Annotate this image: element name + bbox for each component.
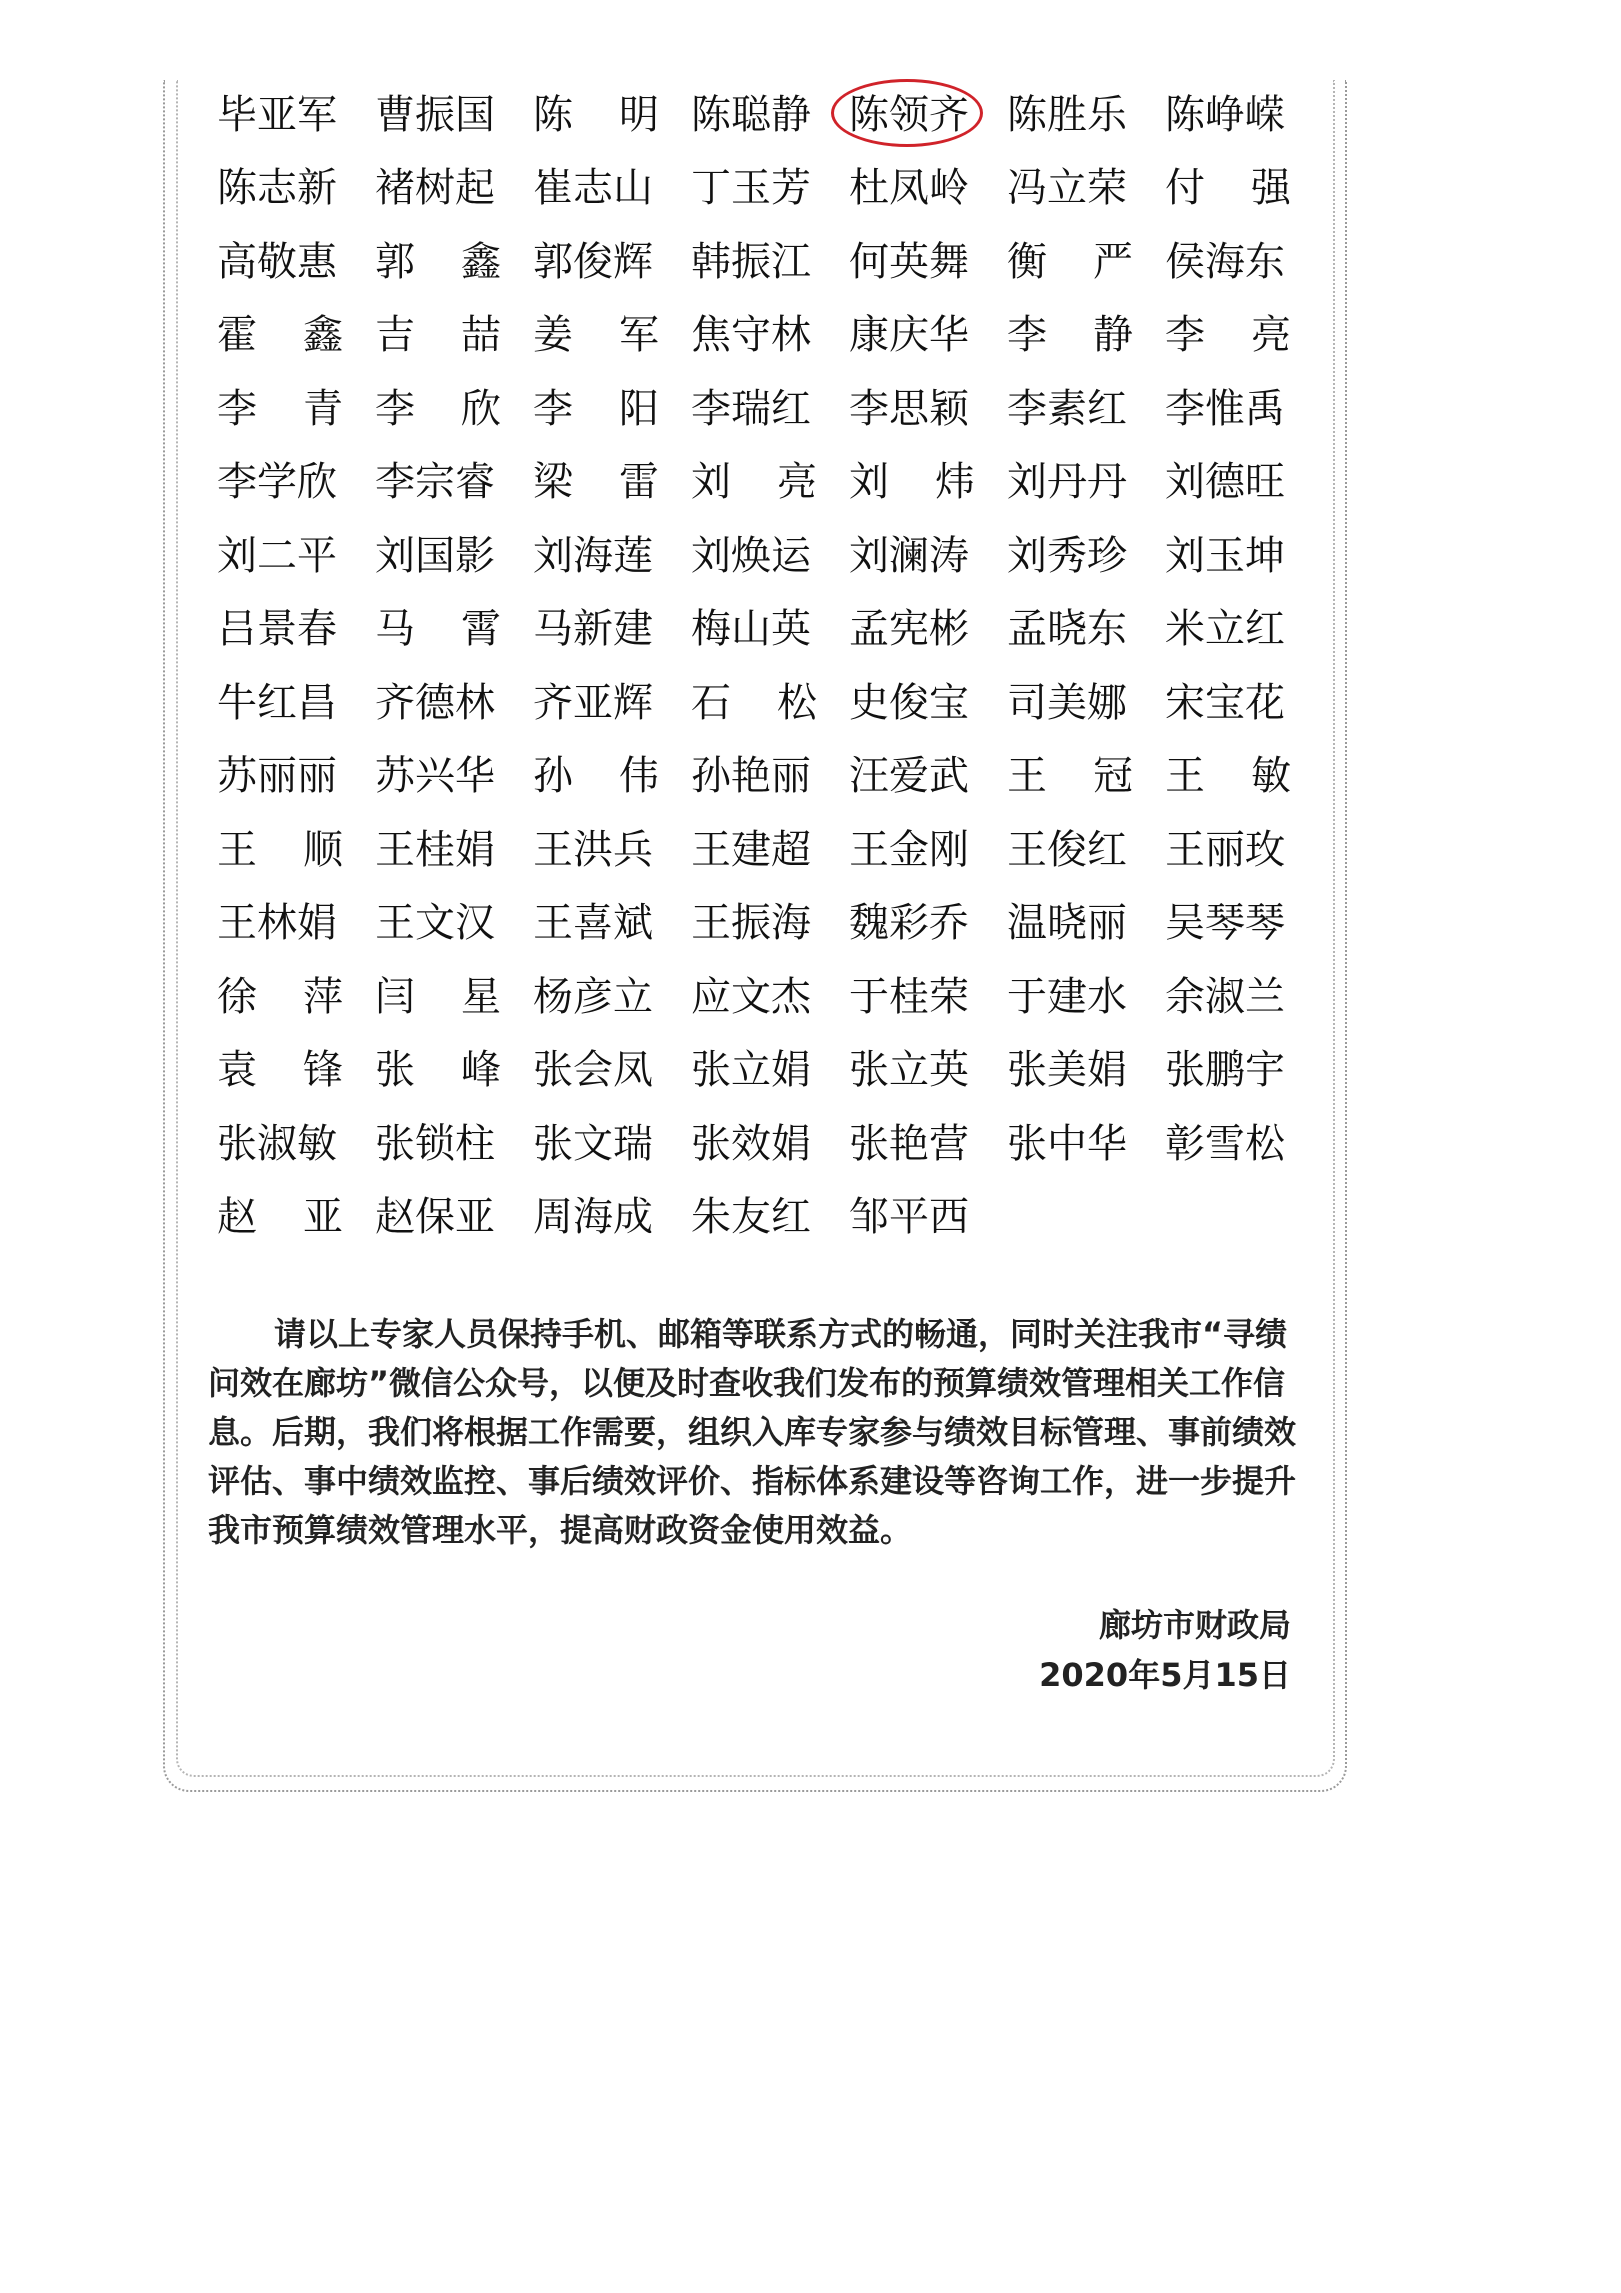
expert-name: 李静 xyxy=(1007,312,1179,359)
name-row xyxy=(217,666,1327,740)
expert-name: 何英舞 xyxy=(849,238,969,285)
expert-name: 温晓丽 xyxy=(1007,900,1127,947)
expert-name: 刘澜涛 xyxy=(849,532,969,579)
expert-name: 刘炜 xyxy=(849,459,1021,506)
expert-name: 米立红 xyxy=(1165,606,1285,653)
expert-name: 韩振江 xyxy=(691,238,811,285)
expert-name: 陈明 xyxy=(533,91,705,138)
expert-name: 周海成 xyxy=(533,1194,653,1241)
expert-name: 曹振国 xyxy=(375,91,495,138)
expert-name: 衡严 xyxy=(1007,238,1179,285)
expert-name: 刘玉坤 xyxy=(1165,532,1285,579)
expert-name: 杨彦立 xyxy=(533,973,653,1020)
issue-date: 2020年5月15日 xyxy=(1039,1656,1291,1694)
expert-name: 张鹏宇 xyxy=(1165,1047,1285,1094)
expert-name: 孟宪彬 xyxy=(849,606,969,653)
name-row xyxy=(217,299,1337,373)
expert-name: 应文杰 xyxy=(691,973,811,1020)
expert-name: 崔志山 xyxy=(533,165,653,212)
expert-name: 王金刚 xyxy=(849,826,969,873)
name-row xyxy=(217,225,1327,299)
name-row xyxy=(217,887,1327,961)
name-row xyxy=(217,78,1327,152)
expert-name: 李思颖 xyxy=(849,385,969,432)
expert-name: 张会凤 xyxy=(533,1047,653,1094)
expert-name: 杜凤岭 xyxy=(849,165,969,212)
expert-name: 朱友红 xyxy=(691,1194,811,1241)
expert-name: 李瑞红 xyxy=(691,385,811,432)
expert-name: 余淑兰 xyxy=(1165,973,1285,1020)
name-row xyxy=(217,813,1327,887)
expert-name: 马新建 xyxy=(533,606,653,653)
expert-name: 褚树起 xyxy=(375,165,495,212)
expert-name: 侯海东 xyxy=(1165,238,1285,285)
expert-name: 梅山英 xyxy=(691,606,811,653)
expert-name: 王洪兵 xyxy=(533,826,653,873)
expert-name: 李素红 xyxy=(1007,385,1127,432)
expert-name: 吴琴琴 xyxy=(1165,900,1285,947)
expert-name: 刘焕运 xyxy=(691,532,811,579)
expert-name: 赵亚 xyxy=(217,1194,389,1241)
expert-name: 张文瑞 xyxy=(533,1120,653,1167)
expert-name: 王桂娟 xyxy=(375,826,495,873)
expert-name: 康庆华 xyxy=(849,312,969,359)
expert-name: 孙伟 xyxy=(533,753,705,800)
expert-name-list xyxy=(217,78,1337,1254)
expert-name: 邹平西 xyxy=(849,1194,969,1241)
expert-name: 徐萍 xyxy=(217,973,389,1020)
expert-name: 史俊宝 xyxy=(849,679,969,726)
notice-text: 请以上专家人员保持手机、邮箱等联系方式的畅通，同时关注我市“寻绩问效在廊坊”微信公众号，以便及时查收我们发布的预算绩效管理相关工作信息。后期，我们将根据工作需要，组织入库专家参与绩效目标管理、事前绩效评估、事中绩效监控、事后绩效评价、指标体系建设等咨询工作，进一步提升我市预算绩效管理水平，提高财政资金使用效益。 xyxy=(208,1315,1297,1549)
expert-name: 张美娟 xyxy=(1007,1047,1127,1094)
expert-name: 刘丹丹 xyxy=(1007,459,1127,506)
expert-name: 彰雪松 xyxy=(1165,1120,1285,1167)
expert-name: 王冠 xyxy=(1007,753,1179,800)
expert-name: 马霄 xyxy=(375,606,547,653)
expert-name: 王建超 xyxy=(691,826,811,873)
expert-name: 张中华 xyxy=(1007,1120,1127,1167)
expert-name: 高敬惠 xyxy=(217,238,337,285)
expert-name: 陈胜乐 xyxy=(1007,91,1127,138)
expert-name: 刘亮 xyxy=(691,459,863,506)
expert-name: 梁雷 xyxy=(533,459,705,506)
name-row xyxy=(217,740,1337,814)
expert-name: 牛红昌 xyxy=(217,679,337,726)
expert-name: 苏兴华 xyxy=(375,753,495,800)
expert-name: 汪爱武 xyxy=(849,753,969,800)
expert-name: 吉喆 xyxy=(375,312,547,359)
expert-name: 王顺 xyxy=(217,826,389,873)
name-row xyxy=(217,960,1327,1034)
expert-name: 张立娟 xyxy=(691,1047,811,1094)
name-row xyxy=(217,152,1337,226)
expert-name: 刘国影 xyxy=(375,532,495,579)
name-row xyxy=(217,372,1327,446)
expert-name: 王敏 xyxy=(1165,753,1337,800)
expert-name: 张峰 xyxy=(375,1047,547,1094)
expert-name: 王丽玫 xyxy=(1165,826,1285,873)
expert-name: 王文汉 xyxy=(375,900,495,947)
notice-paragraph xyxy=(208,1310,1308,1555)
expert-name: 李惟禹 xyxy=(1165,385,1285,432)
expert-name: 张淑敏 xyxy=(217,1120,337,1167)
name-row xyxy=(217,1181,1327,1255)
name-row xyxy=(217,1034,1327,1108)
expert-name: 张艳营 xyxy=(849,1120,969,1167)
expert-name: 张效娟 xyxy=(691,1120,811,1167)
expert-name: 苏丽丽 xyxy=(217,753,337,800)
expert-name: 石松 xyxy=(691,679,863,726)
expert-name: 陈峥嵘 xyxy=(1165,91,1285,138)
expert-name: 焦守林 xyxy=(691,312,811,359)
expert-name: 于建水 xyxy=(1007,973,1127,1020)
expert-name: 李阳 xyxy=(533,385,705,432)
expert-name: 孙艳丽 xyxy=(691,753,811,800)
expert-name: 刘德旺 xyxy=(1165,459,1285,506)
name-row xyxy=(217,593,1327,667)
expert-name: 张锁柱 xyxy=(375,1120,495,1167)
expert-name: 王林娟 xyxy=(217,900,337,947)
expert-name: 丁玉芳 xyxy=(691,165,811,212)
expert-name: 王喜斌 xyxy=(533,900,653,947)
expert-name: 王振海 xyxy=(691,900,811,947)
expert-name: 李宗睿 xyxy=(375,459,495,506)
expert-name: 于桂荣 xyxy=(849,973,969,1020)
name-row xyxy=(217,519,1327,593)
expert-name: 司美娜 xyxy=(1007,679,1127,726)
expert-name: 李青 xyxy=(217,385,389,432)
issuing-organization: 廊坊市财政局 xyxy=(1098,1606,1291,1644)
expert-name: 刘秀珍 xyxy=(1007,532,1127,579)
expert-name: 陈聪静 xyxy=(691,91,811,138)
expert-name: 李亮 xyxy=(1165,312,1337,359)
signature-block xyxy=(1039,1600,1291,1700)
expert-name: 袁锋 xyxy=(217,1047,389,1094)
expert-name: 闫星 xyxy=(375,973,547,1020)
expert-name: 吕景春 xyxy=(217,606,337,653)
expert-name: 霍鑫 xyxy=(217,312,389,359)
expert-name: 张立英 xyxy=(849,1047,969,1094)
expert-name: 付强 xyxy=(1165,165,1337,212)
highlighted-name: 陈领齐 xyxy=(849,95,1007,135)
expert-name: 刘海莲 xyxy=(533,532,653,579)
name-row xyxy=(217,1107,1327,1181)
expert-name: 王俊红 xyxy=(1007,826,1127,873)
expert-name: 魏彩乔 xyxy=(849,900,969,947)
expert-name: 李学欣 xyxy=(217,459,337,506)
expert-name: 赵保亚 xyxy=(375,1194,495,1241)
expert-name: 冯立荣 xyxy=(1007,165,1127,212)
expert-name: 刘二平 xyxy=(217,532,337,579)
name-row xyxy=(217,446,1327,520)
expert-name: 宋宝花 xyxy=(1165,679,1285,726)
expert-name: 郭鑫 xyxy=(375,238,547,285)
expert-name: 齐亚辉 xyxy=(533,679,653,726)
expert-name: 郭俊辉 xyxy=(533,238,653,285)
expert-name: 陈志新 xyxy=(217,165,337,212)
expert-name: 姜军 xyxy=(533,312,705,359)
expert-name: 李欣 xyxy=(375,385,547,432)
expert-name: 齐德林 xyxy=(375,679,495,726)
expert-name: 毕亚军 xyxy=(217,91,337,138)
expert-name: 孟晓东 xyxy=(1007,606,1127,653)
